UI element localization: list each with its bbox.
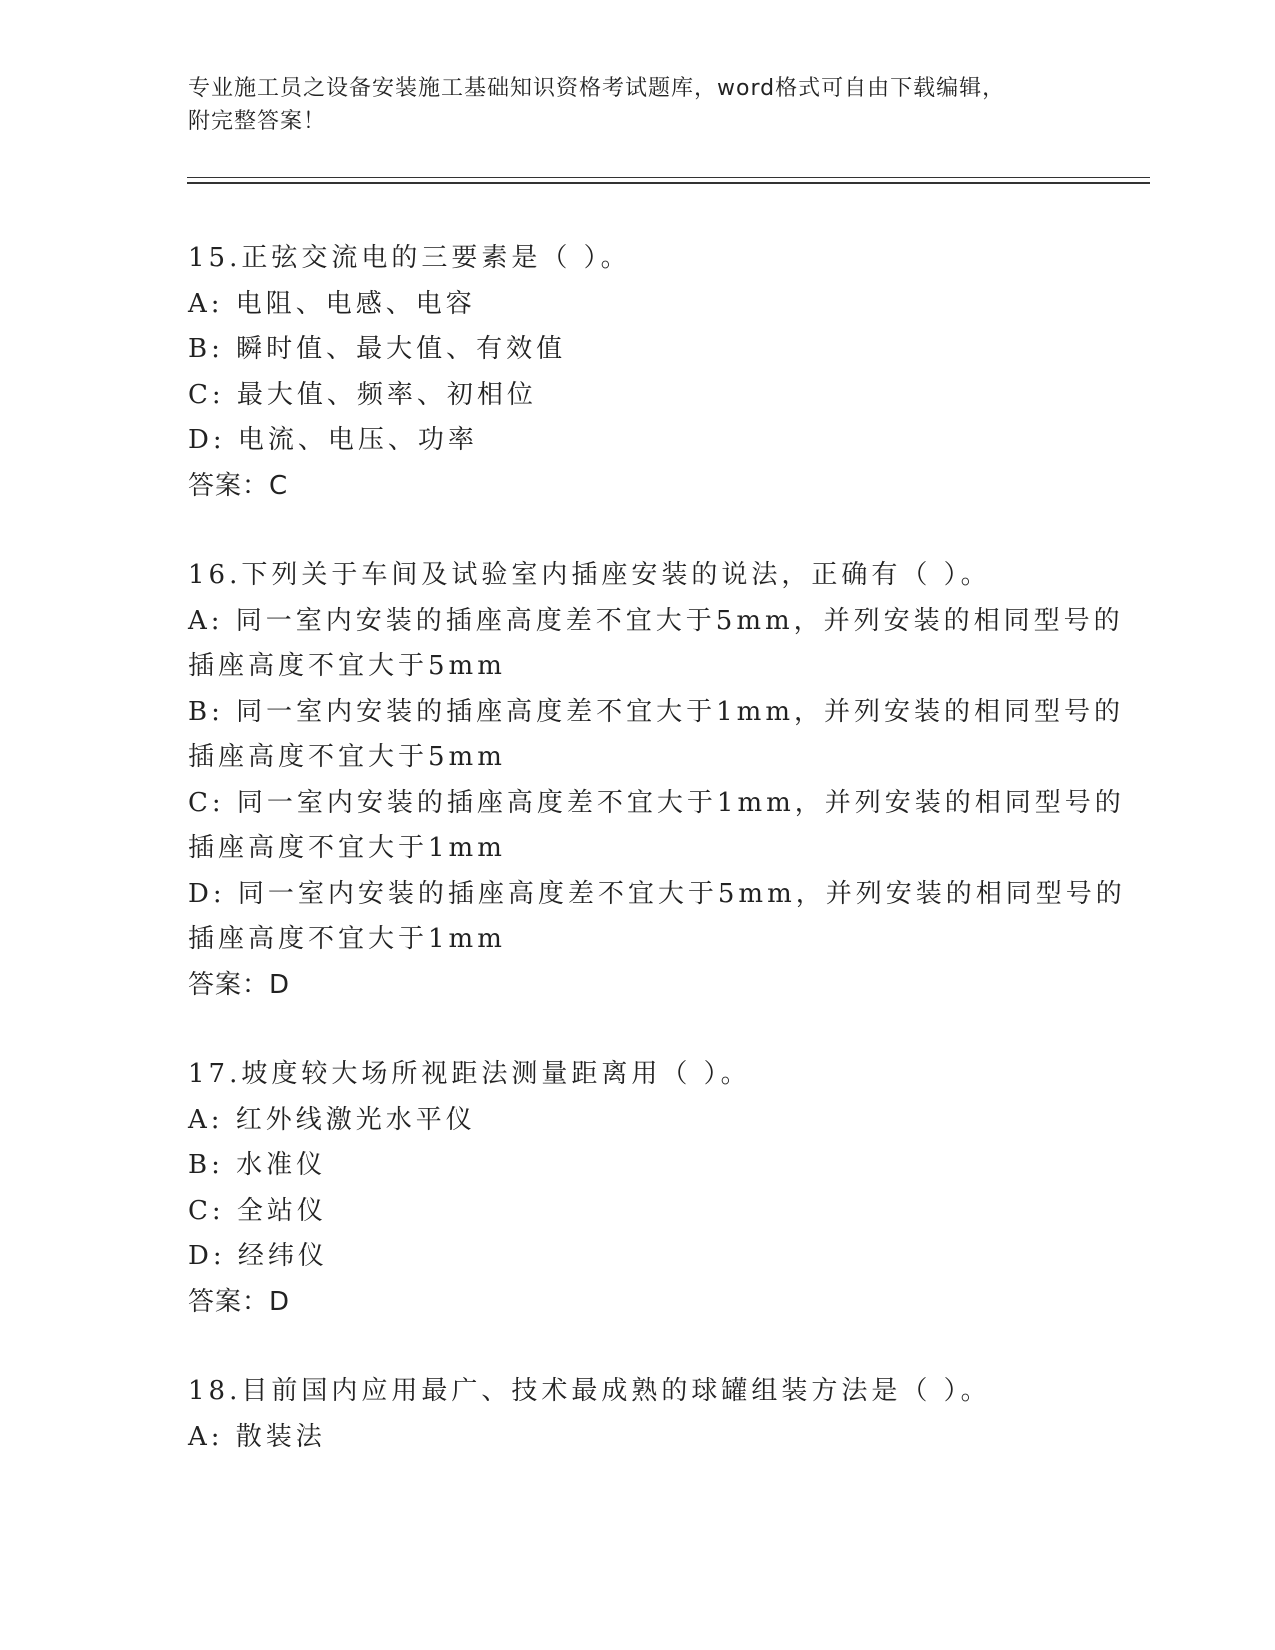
option-a: A: 同一室内安装的插座高度差不宜大于5mm，并列安装的相同型号的 xyxy=(188,605,1124,636)
option-a: A: 红外线激光水平仪 xyxy=(188,1104,476,1135)
question-16 xyxy=(188,553,1126,1008)
option-d: D: 经纬仪 xyxy=(188,1241,328,1271)
option-a: A: 电阻、电感、电容 xyxy=(188,288,476,319)
option-d-continued: 插座高度不宜大于1mm xyxy=(188,924,506,954)
option-b-continued: 插座高度不宜大于5mm xyxy=(188,742,506,772)
question-stem: 16.下列关于车间及试验室内插座安装的说法，正确有（ ）。 xyxy=(188,560,991,590)
option-c-continued: 插座高度不宜大于1mm xyxy=(188,833,506,863)
option-d: D: 电流、电压、功率 xyxy=(188,425,478,455)
option-a: A: 散装法 xyxy=(188,1421,326,1452)
header-line-1: 专业施工员之设备安装施工基础知识资格考试题库，word格式可自由下载编辑， xyxy=(188,76,1006,101)
header-divider-top xyxy=(187,177,1150,178)
question-stem: 17.坡度较大场所视距法测量距离用（ ）。 xyxy=(188,1059,751,1089)
question-15 xyxy=(188,236,1068,509)
option-b: B: 瞬时值、最大值、有效值 xyxy=(188,334,567,364)
document-header xyxy=(188,72,1068,138)
option-a-continued: 插座高度不宜大于5mm xyxy=(188,651,506,681)
option-b: B: 水准仪 xyxy=(188,1150,327,1180)
header-line-2: 附完整答案！ xyxy=(188,109,327,134)
option-c: C: 同一室内安装的插座高度差不宜大于1mm，并列安装的相同型号的 xyxy=(188,787,1125,818)
question-17 xyxy=(188,1052,1068,1325)
option-b: B: 同一室内安装的插座高度差不宜大于1mm，并列安装的相同型号的 xyxy=(188,696,1124,727)
header-divider-bottom xyxy=(187,182,1150,184)
question-stem: 18.目前国内应用最广、技术最成熟的球罐组装方法是（ ）。 xyxy=(188,1376,991,1406)
question-list xyxy=(188,236,1126,1504)
option-d: D: 同一室内安装的插座高度差不宜大于5mm，并列安装的相同型号的 xyxy=(188,878,1126,909)
option-c: C: 最大值、频率、初相位 xyxy=(188,379,537,410)
answer-line: 答案：D xyxy=(188,1286,291,1317)
option-c: C: 全站仪 xyxy=(188,1195,327,1226)
question-stem: 15.正弦交流电的三要素是（ ）。 xyxy=(188,243,631,273)
answer-line: 答案：C xyxy=(188,470,289,501)
answer-line: 答案：D xyxy=(188,969,291,1000)
question-18 xyxy=(188,1369,1068,1460)
